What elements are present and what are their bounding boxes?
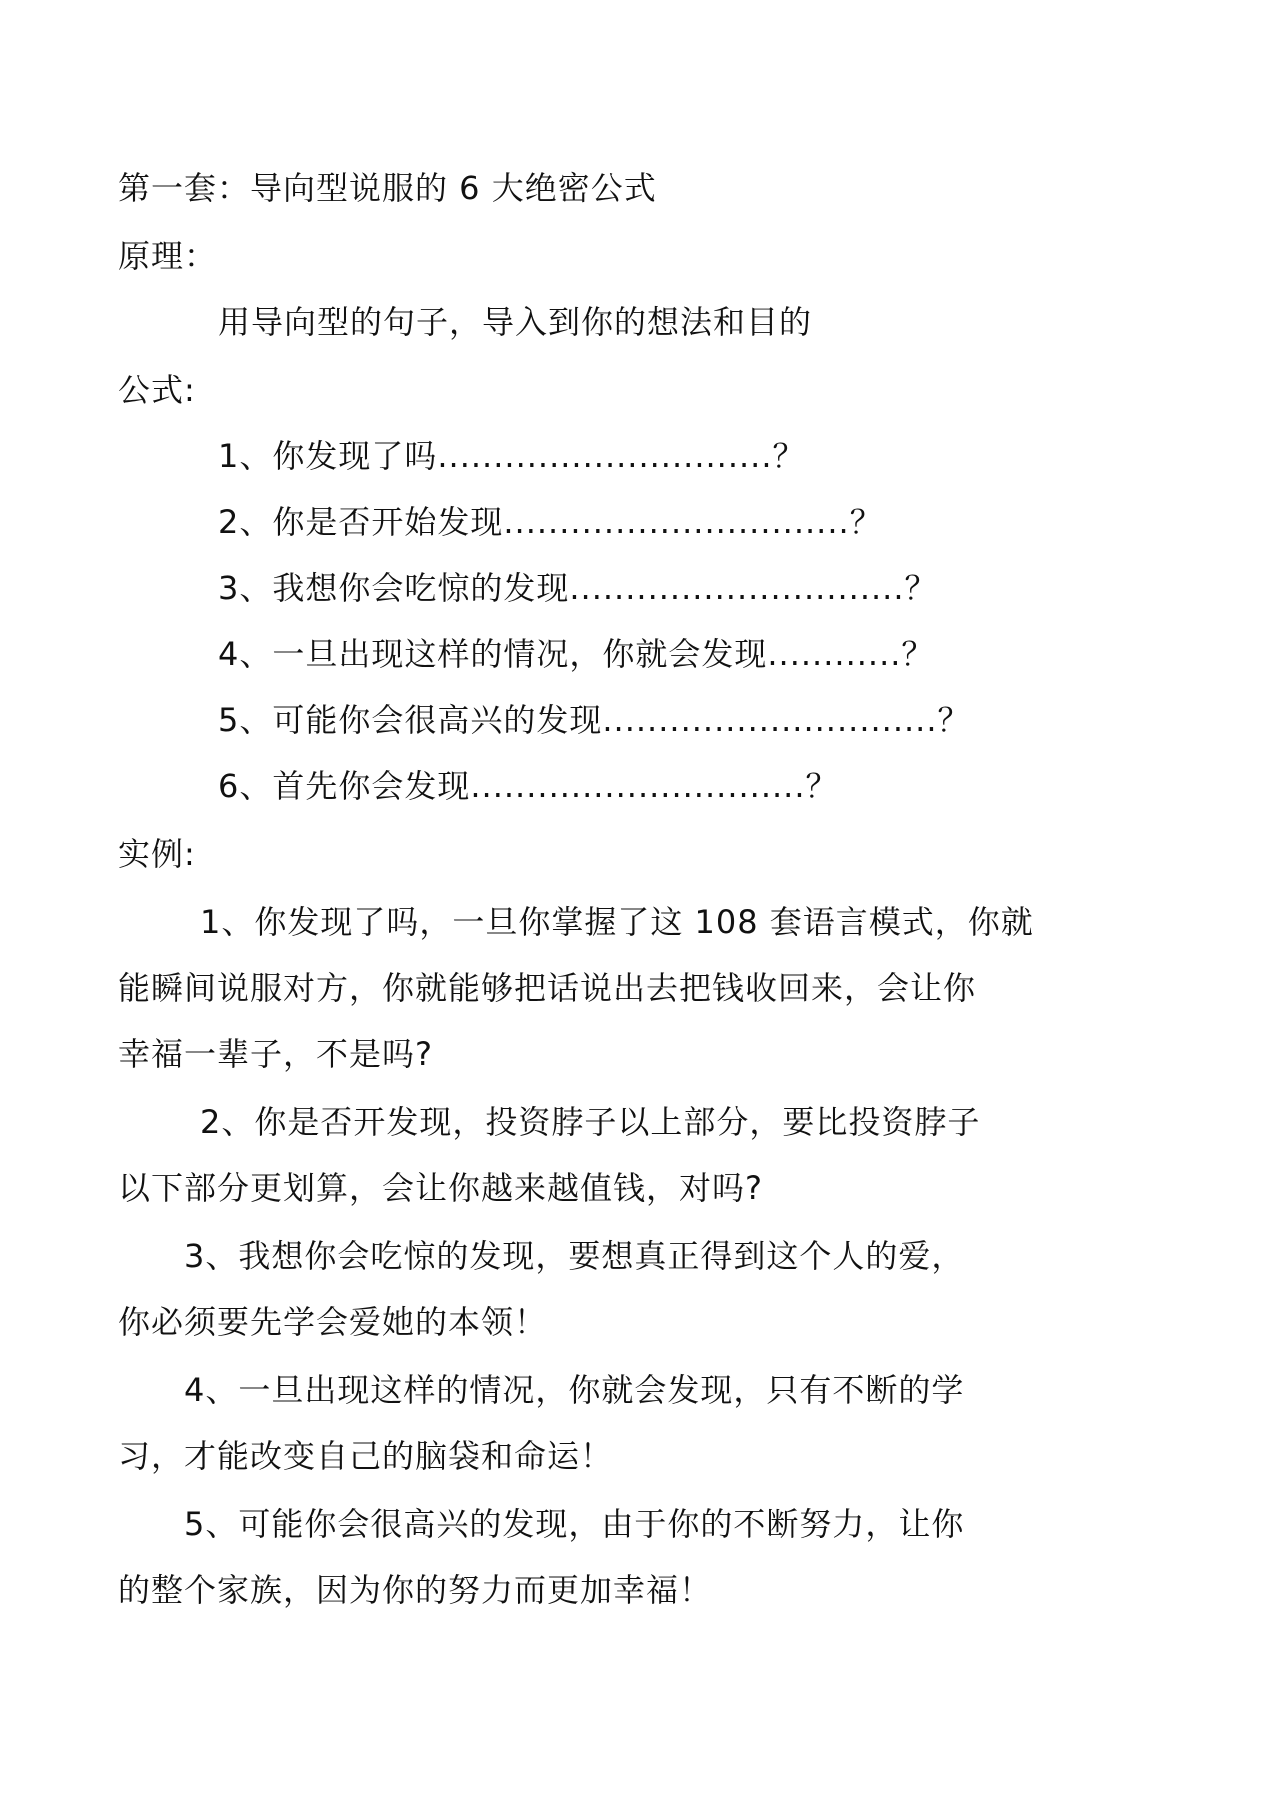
- example-3-line-2: 你必须要先学会爱她的本领！: [118, 1303, 548, 1341]
- example-2-line-1: 2、你是否开发现，投资脖子以上部分，要比投资脖子: [200, 1103, 981, 1141]
- example-1-line-1: 1、你发现了吗，一旦你掌握了这 108 套语言模式，你就: [200, 903, 1034, 941]
- example-1-line-2: 能瞬间说服对方，你就能够把话说出去把钱收回来，会让你: [118, 969, 977, 1007]
- example-5-line-2: 的整个家族，因为你的努力而更加幸福！: [118, 1571, 713, 1609]
- example-2-line-2: 以下部分更划算，会让你越来越值钱，对吗?: [118, 1169, 763, 1207]
- formula-item: 4、一旦出现这样的情况，你就会发现............？: [218, 635, 935, 673]
- formula-item: 2、你是否开始发现...............................？: [218, 503, 883, 541]
- example-4-line-1: 4、一旦出现这样的情况，你就会发现，只有不断的学: [184, 1371, 965, 1409]
- example-5-line-1: 5、可能你会很高兴的发现，由于你的不断努力，让你: [184, 1505, 965, 1543]
- formula-item: 3、我想你会吃惊的发现..............................？: [218, 569, 938, 607]
- example-label: 实例:: [118, 835, 196, 873]
- principle-text: 用导向型的句子，导入到你的想法和目的: [218, 303, 813, 341]
- example-4-line-2: 习，才能改变自己的脑袋和命运！: [118, 1437, 614, 1475]
- formula-item: 5、可能你会很高兴的发现..............................？: [218, 701, 971, 739]
- formula-label: 公式:: [118, 371, 196, 409]
- formula-item: 1、你发现了吗..............................？: [218, 437, 806, 475]
- principle-label: 原理：: [118, 237, 218, 275]
- formula-item: 6、首先你会发现..............................？: [218, 767, 839, 805]
- example-1-line-3: 幸福一辈子，不是吗?: [118, 1035, 433, 1073]
- document-title: 第一套：导向型说服的 6 大绝密公式: [118, 169, 657, 207]
- example-3-line-1: 3、我想你会吃惊的发现，要想真正得到这个人的爱，: [184, 1237, 965, 1275]
